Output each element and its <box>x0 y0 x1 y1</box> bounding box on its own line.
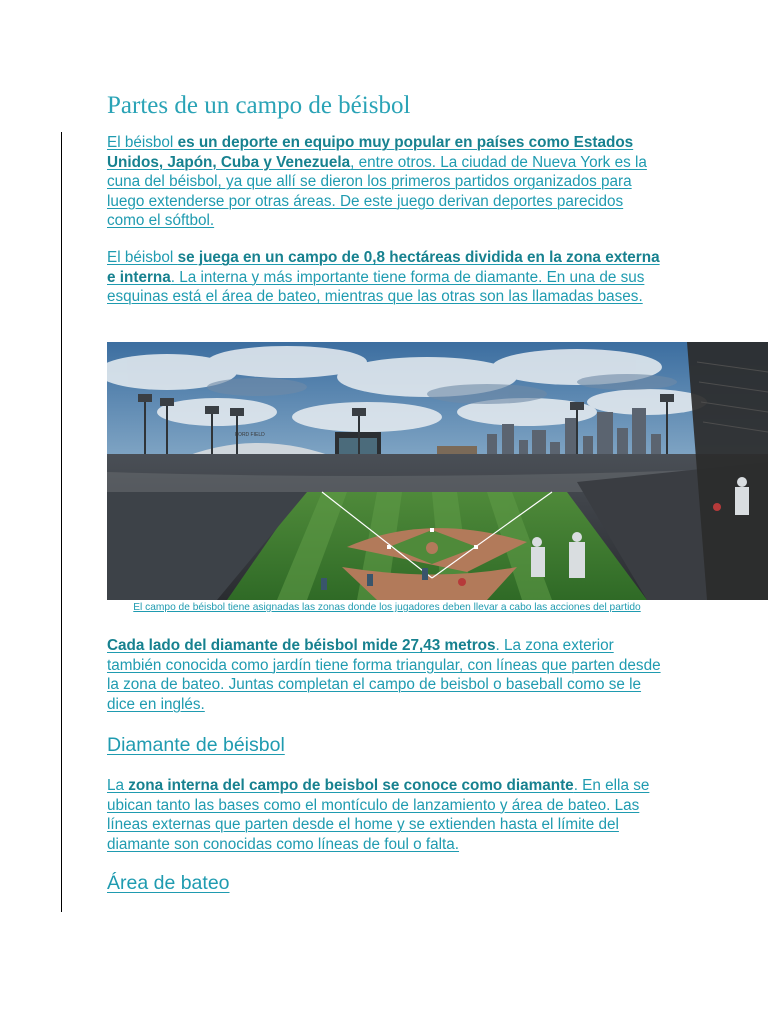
paragraph-bold-text: Cada lado del diamante de béisbol mide 27,43 metros <box>107 637 496 654</box>
paragraph-diamond-size[interactable] <box>107 636 662 714</box>
paragraph-diamond[interactable] <box>107 776 662 854</box>
stadium-photo <box>107 342 768 600</box>
paragraph-bold-text: es un deporte en equipo muy popular en países como Estados Unidos, Japón, Cuba y Venezuela <box>107 134 634 171</box>
stadium-sign: FORD FIELD <box>235 432 265 438</box>
paragraph-intro[interactable] <box>107 133 662 231</box>
paragraph-text: . En ella se ubican tanto las bases como el montículo de lanzamiento y área de bateo. Las líneas externas que parten desde el home y se extienden hasta el límite del diamante son conocidas como líneas de foul o falta. <box>107 777 650 853</box>
paragraph-text: La <box>107 777 129 794</box>
page-margin-bar <box>61 132 62 912</box>
paragraph-text: . La interna y más importante tiene forma de diamante. En una de sus esquinas está el área de bateo, mientras que las otras son las llamadas bases. <box>107 268 645 305</box>
paragraph-text: . La zona exterior también conocida como jardín tiene forma triangular, con líneas que parten desde la zona de bateo. Juntas completan el campo de beisbol o baseball como se le dice en inglés. <box>107 637 661 713</box>
paragraph-text: El béisbol <box>107 249 178 266</box>
paragraph-text: , entre otros. La ciudad de Nueva York es la cuna del béisbol, ya que allí se dieron los primeros partidos organizados para luego extenderse por otras áreas. De este juego derivan deportes parecidos como el sóftbol. <box>107 153 647 229</box>
section-heading-area-bateo[interactable]: Área de bateo <box>107 872 230 894</box>
paragraph-text: El béisbol <box>107 134 178 151</box>
photo-caption: El campo de béisbol tiene asignadas las zonas donde los jugadores deben llevar a cabo las acciones del partido <box>133 602 641 613</box>
section-heading-diamante[interactable]: Diamante de béisbol <box>107 734 285 756</box>
paragraph-field-size[interactable] <box>107 248 662 307</box>
paragraph-bold-text: se juega en un campo de 0,8 hectáreas dividida en la zona externa e interna <box>107 249 660 286</box>
page-title: Partes de un campo de béisbol <box>107 92 411 119</box>
paragraph-bold-text: zona interna del campo de beisbol se conoce como diamante <box>128 777 574 794</box>
